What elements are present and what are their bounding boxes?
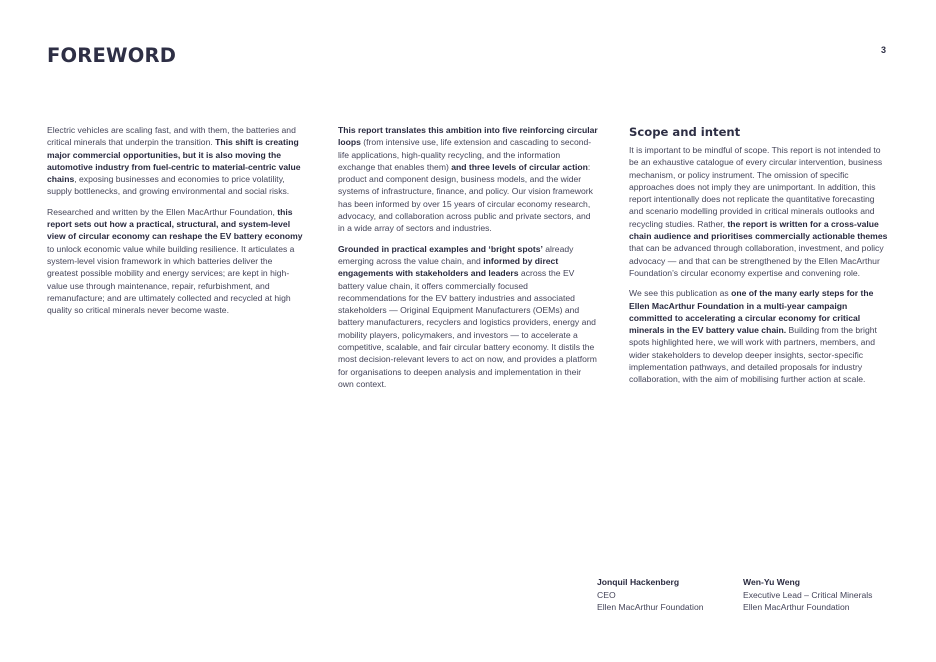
column-1	[47, 124, 305, 324]
text-run: that can be advanced through collaboration, investment, and policy advocacy — and that can be strengthened by the Ellen MacArthur Foundation’s circular economy expertise and convening role.	[629, 243, 884, 278]
signatory-role: Executive Lead – Critical Minerals	[743, 589, 873, 600]
bold-text-run: This shift is creating major commercial opportunities, but it is also moving the automotive industry from fuel-centric to material-centric value chains	[47, 137, 301, 185]
bold-text-run: This report translates this ambition into five reinforcing circular loops	[338, 125, 598, 148]
text-run: , exposing businesses and economies to price volatility, supply bottlenecks, and growing environmental and social risks.	[47, 174, 290, 197]
signatory-role: CEO	[597, 589, 616, 600]
text-run: to unlock economic value while building resilience. It articulates a system-level vision framework in which batteries deliver the greatest possible mobility and energy services; are kept in high-value use through maintenance, repair, refurbishment, and remanufacture; and are ultimately collected and recycled at high quality so critical minerals never become waste.	[47, 243, 295, 316]
col2-paragraph-2	[338, 243, 598, 391]
text-run: : product and component design, business models, and the wider systems of infrastructure, finance, and policy. Our vision framework has been informed by over 15 years of circular economy research, advocacy, and collaboration across public and private sectors, and in a wide array of sectors and industries.	[338, 161, 593, 234]
signatory-name: Jonquil Hackenberg	[597, 577, 680, 587]
col1-paragraph-2	[47, 206, 305, 317]
col3-paragraph-1	[629, 144, 889, 279]
text-run: already emerging across the value chain, and	[338, 243, 574, 266]
bold-text-run: the report is written for a cross-value chain audience and prioritises commercially actionable themes	[629, 218, 888, 242]
text-run: Electric vehicles are scaling fast, and with them, the batteries and critical minerals that underpin the transition.	[47, 125, 296, 148]
bold-text-run: this report sets out how a practical, structural, and system-level view of circular economy can reshape the EV battery economy	[47, 206, 303, 242]
section-heading: Scope and intent	[629, 125, 741, 139]
col3-paragraph-2	[629, 287, 889, 385]
text-run: across the EV battery value chain, it offers commercially focused recommendations for the EV battery industries and associated stakeholders — Original Equipment Manufacturers (OEMs) and battery manufacturers, recyclers and logistics providers, energy and mobility players, policymakers, and investors — to accelerate a competitive, scalable, and fair circular battery economy. It distils the most decision-relevant levers to act on now, and provides a platform for organisations to deepen analysis and implementation in their own context.	[338, 268, 597, 389]
text-run: We see this publication as	[629, 288, 732, 299]
column-3	[629, 124, 889, 394]
text-run: It is important to be mindful of scope. This report is not intended to be an exhaustive catalogue of every circular intervention, business mechanism, or policy instrument. The omission of specific approaches does not imply they are unimportant. In addition, this report intentionally does not replicate the quantitative forecasting and scenario modelling provided in critical minerals outlooks and recycling studies. Rather,	[629, 145, 883, 229]
col1-paragraph-1	[47, 124, 305, 198]
signatory-organisation: Ellen MacArthur Foundation	[743, 602, 850, 613]
bold-text-run: Grounded in practical examples and ‘bright spots’	[338, 243, 543, 254]
signature-block	[597, 576, 757, 614]
bold-text-run: and three levels of circular action	[451, 161, 588, 172]
signatory-name: Wen-Yu Weng	[743, 577, 800, 587]
bold-text-run: informed by direct engagements with stakeholders and leaders	[338, 255, 559, 279]
text-run: Researched and written by the Ellen MacArthur Foundation,	[47, 206, 278, 217]
bold-text-run: one of the many early steps for the Ellen MacArthur Foundation in a multi-year campaign committed to accelerating a circular economy for critical minerals in the EV battery value chain.	[629, 288, 874, 336]
col2-paragraph-1	[338, 124, 598, 235]
column-2	[338, 124, 598, 398]
signatory-organisation: Ellen MacArthur Foundation	[597, 602, 704, 613]
text-run: (from intensive use, life extension and cascading to second-life applications, high-quality recycling, and the information exchange that enables them)	[338, 137, 592, 172]
text-run: Building from the bright spots highlighted here, we will work with partners, members, and wider stakeholders to develop deeper insights, sector-specific implementation pathways, and detailed proposals for industry collaboration, with the aim of mobilising further action at scale.	[629, 325, 877, 385]
page-title: FOREWORD	[47, 44, 177, 67]
signature-block	[743, 576, 903, 614]
page-number: 3	[881, 45, 887, 55]
